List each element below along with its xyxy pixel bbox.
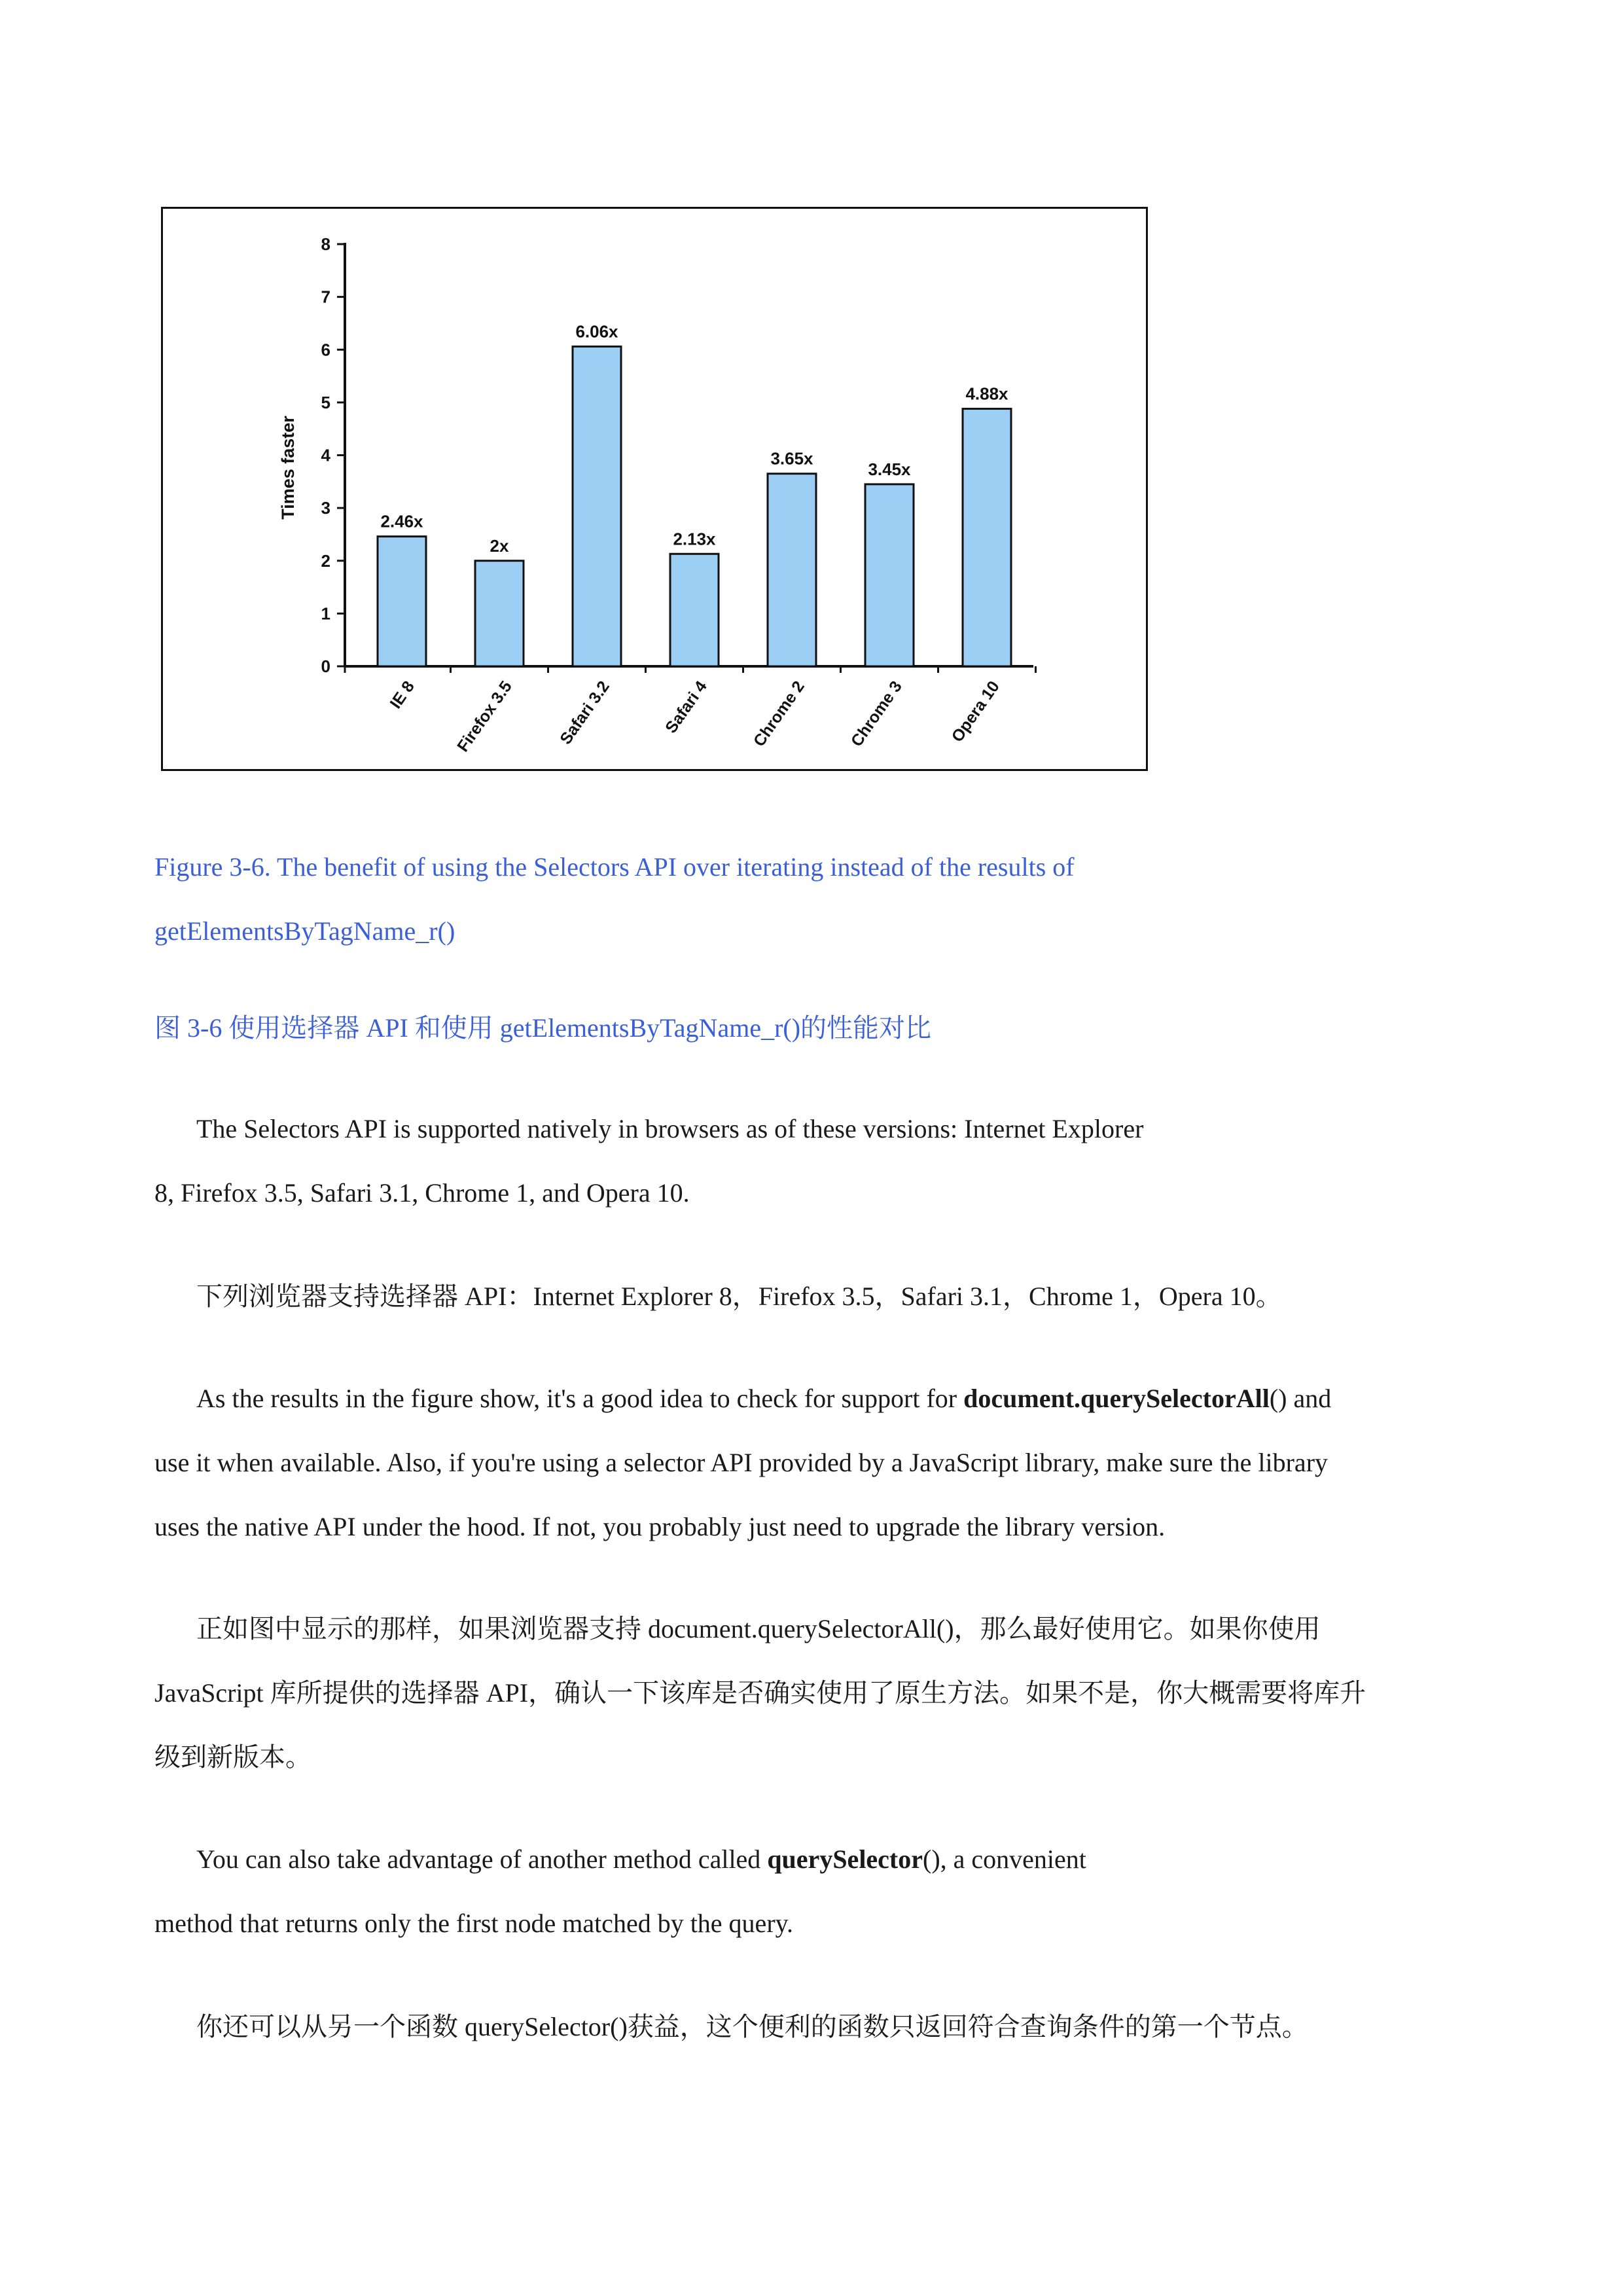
paragraph-browser-support-en [154, 1097, 1476, 1225]
p4-line-1: 正如图中显示的那样，如果浏览器支持 document.querySelectorAll()，那么最好使用它。如果你使用 [196, 1614, 1321, 1643]
data-label-4: 3.65x [770, 448, 813, 469]
figure-caption-zh [154, 996, 1476, 1060]
p3-line-1-post: () and [1269, 1384, 1332, 1413]
y-tick-label-1: 1 [321, 603, 330, 624]
data-label-0: 2.46x [380, 511, 423, 531]
data-label-1: 2x [490, 535, 509, 556]
p1-line-1: The Selectors API is supported natively in browsers as of these versions: Internet Explorer [196, 1114, 1144, 1143]
p3-line-1 [154, 1367, 1476, 1431]
bar-0 [378, 537, 426, 666]
y-tick-label-4: 4 [321, 445, 330, 465]
category-label-2: Safari 3.2 [556, 677, 613, 748]
category-label-1: Firefox 3.5 [454, 677, 516, 755]
data-label-5: 3.45x [868, 459, 911, 479]
paragraph-check-support-zh [154, 1597, 1476, 1789]
y-tick-label-7: 7 [321, 287, 330, 307]
y-tick-label-5: 5 [321, 392, 330, 412]
y-tick-label-8: 8 [321, 234, 330, 254]
paragraph-queryselector-en [154, 1827, 1476, 1956]
p5-line-1-pre: You can also take advantage of another method called [196, 1844, 768, 1874]
data-label-3: 2.13x [673, 529, 716, 549]
caption-en-line-1: Figure 3-6. The benefit of using the Selectors API over iterating instead of the results of [154, 852, 1075, 882]
bar-4 [768, 474, 816, 666]
p5-line-1 [154, 1827, 1476, 1892]
bar-5 [865, 484, 914, 666]
caption-en-line-2: getElementsByTagName_r() [154, 916, 455, 946]
category-label-5: Chrome 3 [847, 677, 906, 750]
caption-zh-line: 图 3-6 使用选择器 API 和使用 getElementsByTagName_r()的性能对比 [154, 1013, 932, 1043]
p4-line-3: 级到新版本。 [154, 1742, 312, 1772]
bar-3 [670, 554, 719, 666]
p4-line-2: JavaScript 库所提供的选择器 API，确认一下该库是否确实使用了原生方法。如果不是，你大概需要将库升 [154, 1678, 1366, 1708]
y-tick-label-3: 3 [321, 498, 330, 518]
p1-line-2: 8, Firefox 3.5, Safari 3.1, Chrome 1, and Opera 10. [154, 1178, 690, 1208]
bar-1 [475, 561, 524, 666]
p3-code-queryselectorall: document.querySelectorAll [963, 1384, 1270, 1413]
p3-line-1-pre: As the results in the figure show, it's a good idea to check for support for [196, 1384, 964, 1413]
y-tick-label-6: 6 [321, 340, 330, 360]
bar-2 [573, 346, 621, 666]
p5-line-1-post: (), a convenient [923, 1844, 1086, 1874]
bar-6 [963, 409, 1011, 666]
p5-code-queryselector: querySelector [767, 1844, 923, 1874]
paragraph-check-support-en [154, 1367, 1476, 1559]
paragraph-queryselector-zh [154, 1995, 1476, 2059]
y-axis-title: Times faster [278, 416, 298, 520]
y-tick-label-2: 2 [321, 550, 330, 571]
y-tick-label-0: 0 [321, 656, 330, 676]
p3-line-2: use it when available. Also, if you're using a selector API provided by a JavaScript library, make sure the library [154, 1448, 1329, 1477]
category-label-3: Safari 4 [662, 677, 711, 737]
p6-line-1: 你还可以从另一个函数 querySelector()获益，这个便利的函数只返回符合查询条件的第一个节点。 [196, 2012, 1308, 2041]
category-label-6: Opera 10 [948, 677, 1003, 746]
data-label-6: 4.88x [965, 384, 1008, 404]
figure-frame [161, 207, 1148, 771]
bar-chart [163, 209, 1146, 769]
category-label-4: Chrome 2 [749, 677, 808, 750]
category-label-0: IE 8 [386, 677, 418, 712]
figure-caption-en [154, 835, 1476, 963]
p5-line-2: method that returns only the first node matched by the query. [154, 1909, 794, 1938]
data-label-2: 6.06x [575, 321, 618, 342]
p2-line-1: 下列浏览器支持选择器 API：Internet Explorer 8，Firefox 3.5，Safari 3.1，Chrome 1，Opera 10。 [196, 1282, 1282, 1311]
paragraph-browser-support-zh [154, 1265, 1476, 1329]
p3-line-3: uses the native API under the hood. If not, you probably just need to upgrade the library version. [154, 1512, 1166, 1541]
